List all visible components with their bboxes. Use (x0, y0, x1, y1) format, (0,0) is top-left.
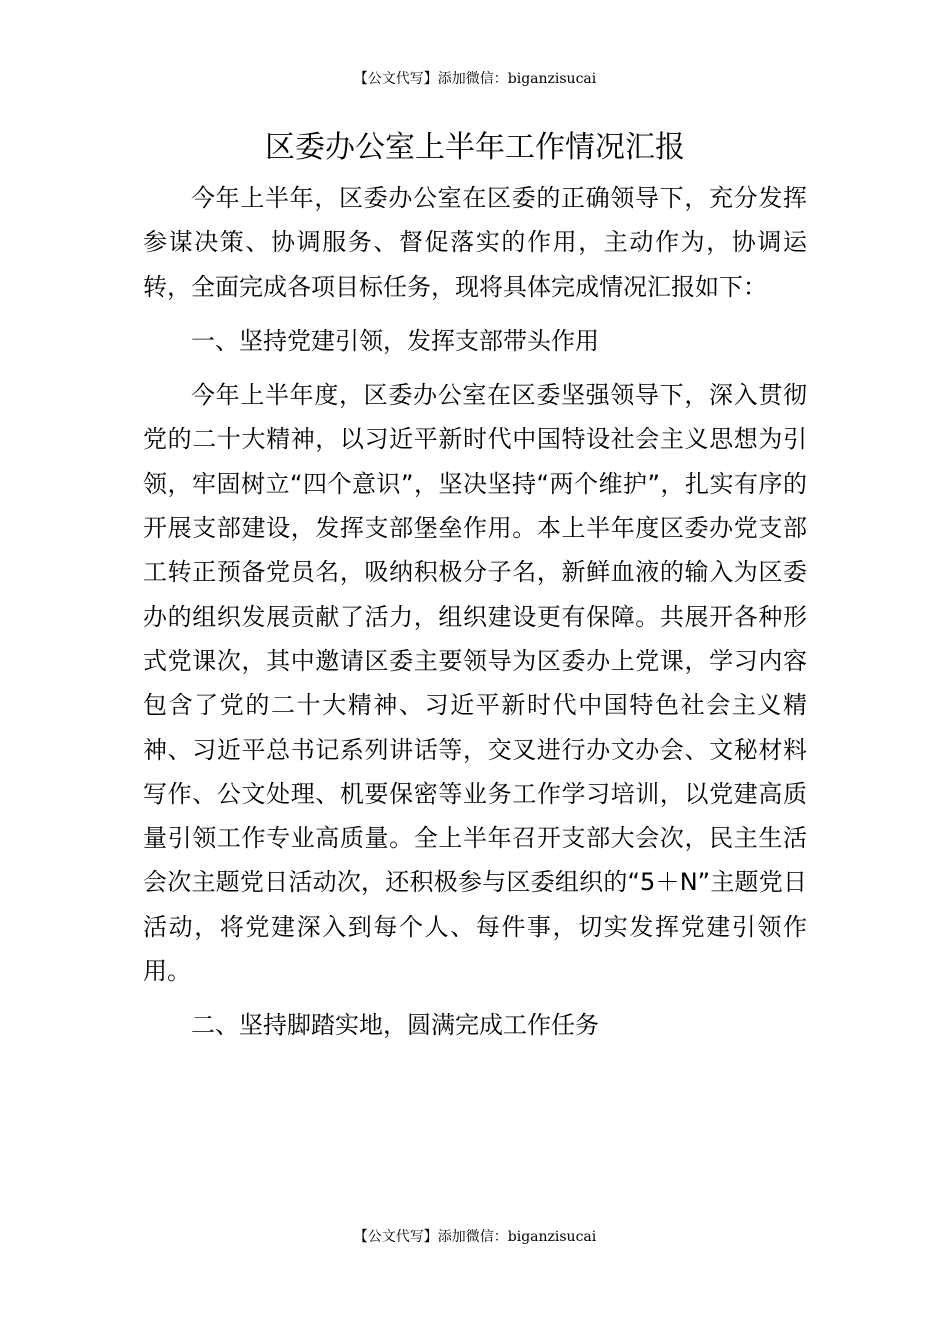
section-1-paragraph: 今年上半年度，区委办公室在区委坚强领导下，深入贯彻党的二十大精神，以习近平新时代中国特设社会主义思想为引领，牢固树立“四个意识”，坚决坚持“两个维护”，扎实有序的开展支部建设，发挥支部堡垒作用。本上半年度区委办党支部工转正预备党员名，吸纳积极分子名，新鲜血液的输入为区委办的组织发展贡献了活力，组织建设更有保障。共展开各种形式党课次，其中邀请区委主要领导为区委办上党课，学习内容包含了党的二十大精神、习近平新时代中国特色社会主义精神、习近平总书记系列讲话等，交叉进行办文办会、文秘材料写作、公文处理、机要保密等业务工作学习培训，以党建高质量引领工作专业高质量。全上半年召开支部大会次，民主生活会次主题党日活动次，还积极参与区委组织的“5＋N”主题党日活动，将党建深入到每个人、每件事，切实发挥党建引领作用。 (143, 381, 807, 986)
document-title: 区委办公室上半年工作情况汇报 (265, 130, 685, 165)
section-2-heading: 二、坚持脚踏实地，圆满完成工作任务 (191, 1011, 599, 1040)
section-1-heading: 一、坚持党建引领，发挥支部带头作用 (191, 326, 599, 355)
document-body (143, 126, 807, 1058)
intro-paragraph: 今年上半年，区委办公室在区委的正确领导下，充分发挥参谋决策、协调服务、督促落实的作用，主动作为，协调运转，全面完成各项目标任务，现将具体完成情况汇报如下： (143, 184, 807, 301)
page-footer-watermark: 【公文代写】添加微信：biganzisucai (353, 1229, 597, 1245)
page-header-watermark: 【公文代写】添加微信：biganzisucai (353, 71, 597, 87)
